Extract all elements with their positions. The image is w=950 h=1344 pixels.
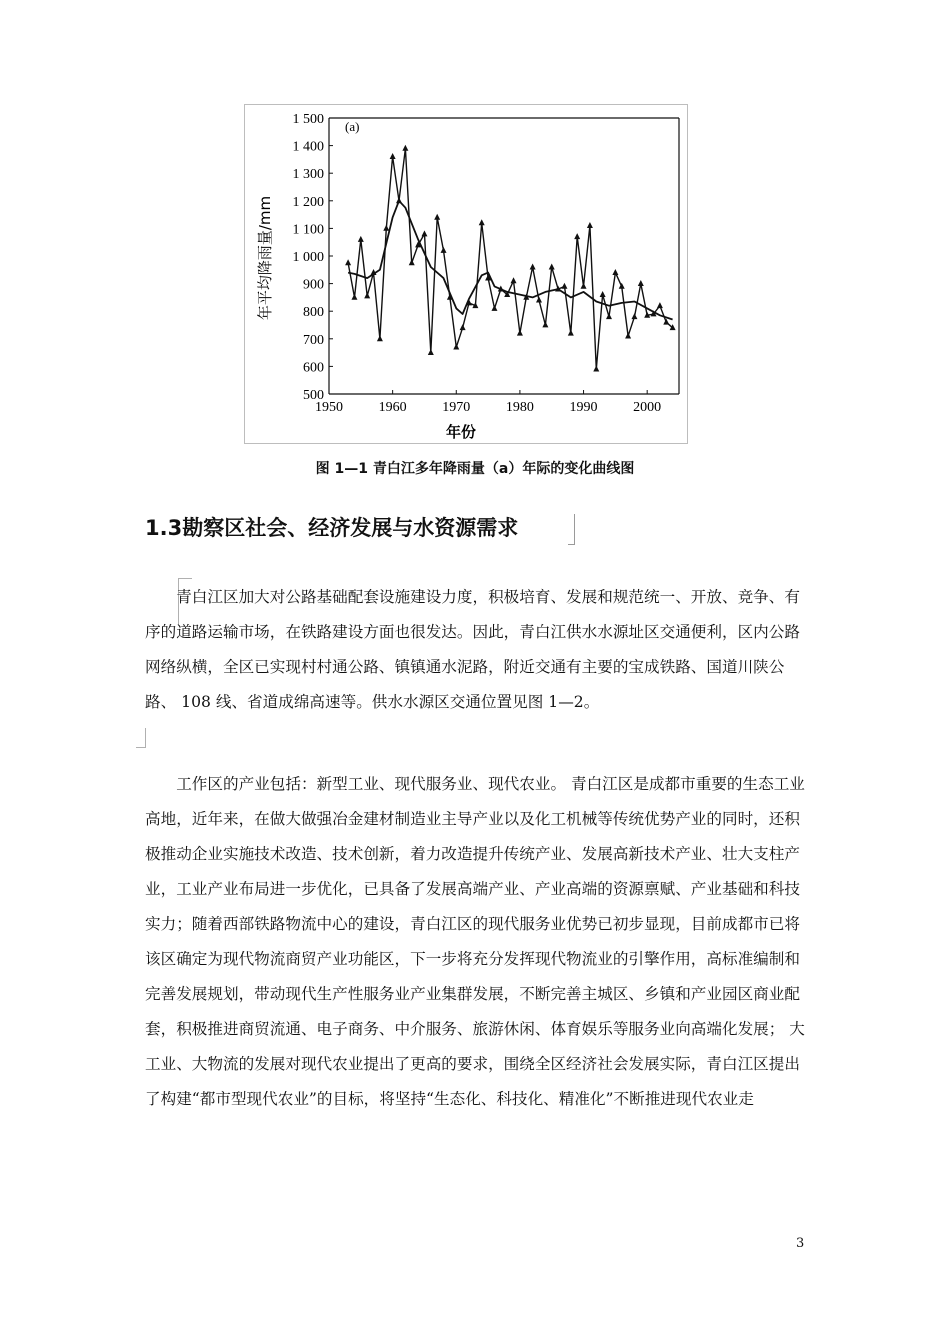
- data-point: [377, 335, 383, 341]
- data-point: [625, 332, 631, 338]
- y-tick-label: 800: [303, 305, 324, 321]
- data-point: [402, 145, 408, 151]
- data-point: [383, 225, 389, 231]
- figure-caption: 图 1—1 青白江多年降雨量（a）年际的变化曲线图: [315, 461, 635, 477]
- annual-rainfall-line: [348, 148, 672, 369]
- y-tick-label: 500: [303, 388, 324, 403]
- data-point: [593, 366, 599, 372]
- paragraph-industry: 工作区的产业包括：新型工业、现代服务业、现代农业。 青白江区是成都市重要的生态工业高地，近年来，在做大做强冶金建材制造业主导产业以及化工机械等传统优势产业的同时，还积极推动企业实施技术改造、技术创新，着力改造提升传统产业、发展高新技术产业、壮大支柱产业，工业产业布局进一步优化，已具备了发展高端产业、产业高端的资源禀赋、产业基础和科技实力；随着西部铁路物流中心的建设，青白江区的现代服务业优势已初步显现，目前成都市已将该区确定为现代物流商贸产业功能区，下一步将充分发挥现代物流业的引擎作用，高标准编制和完善发展规划，带动现代生产性服务业产业集群发展，不断完善主城区、乡镇和产业园区商业配套，积极推进商贸流通、电子商务、中介服务、旅游休闲、体育娱乐等服务业向高端化发展； 大工业、大物流的发展对现代农业提出了更高的要求，围绕全区经济社会发展实际，青白江区提出了构建“都市型现代农业”的目标，将坚持“生态化、科技化、精准化”不断推进现代农业走: [145, 775, 805, 1108]
- data-point: [441, 247, 447, 253]
- data-point: [479, 219, 485, 225]
- data-point: [581, 283, 587, 289]
- data-point: [574, 233, 580, 239]
- data-point: [549, 263, 555, 269]
- x-tick-label: 1980: [505, 400, 534, 415]
- data-point: [530, 263, 536, 269]
- y-tick-label: 1 300: [292, 167, 324, 183]
- x-tick-label: 1950: [315, 400, 343, 415]
- data-point: [663, 319, 669, 325]
- x-tick-label: 1970: [442, 400, 471, 415]
- x-tick-label: 1990: [569, 400, 598, 415]
- data-point: [409, 259, 415, 265]
- y-tick-label: 600: [303, 360, 324, 376]
- data-point: [434, 214, 440, 220]
- data-point: [638, 280, 644, 286]
- paragraph-transport: 青白江区加大对公路基础配套设施建设力度，积极培育、发展和规范统一、开放、竞争、有序的道路运输市场，在铁路建设方面也很发达。因此，青白江供水水源址区交通便利，区内公路网络纵横，全区已实现村村通公路、镇镇通水泥路，附近交通有主要的宝成铁路、国道川陕公路、 108 线、省道成绵高速等。供水水源区交通位置见图 1—2。: [145, 588, 800, 711]
- y-tick-label: 1 500: [292, 112, 324, 127]
- data-point: [390, 153, 396, 159]
- section-heading: 1.3勘察区社会、经济发展与水资源需求: [145, 516, 519, 540]
- data-point: [345, 259, 351, 265]
- data-point: [491, 305, 497, 311]
- text-frame-mark: [178, 578, 192, 579]
- y-axis-label: 年平均降雨量/mm: [256, 195, 274, 321]
- y-tick-label: 1 000: [292, 250, 324, 265]
- data-point: [542, 321, 548, 327]
- x-tick-label: 2000: [633, 400, 662, 415]
- data-point: [631, 313, 637, 319]
- data-point: [351, 294, 357, 300]
- data-point: [619, 283, 625, 289]
- data-point: [536, 297, 542, 303]
- page-number: 3: [796, 1236, 805, 1251]
- y-tick-label: 1 100: [292, 222, 324, 238]
- data-point: [453, 343, 459, 349]
- data-point: [421, 230, 427, 236]
- data-point: [657, 302, 663, 308]
- y-tick-label: 1 400: [292, 139, 324, 155]
- data-point: [511, 277, 517, 283]
- heading-margin-mark: [574, 514, 575, 545]
- rainfall-chart: [245, 105, 687, 443]
- data-point: [561, 283, 567, 289]
- y-tick-label: 1 200: [292, 194, 324, 210]
- data-point: [612, 269, 618, 275]
- data-point: [460, 324, 466, 330]
- data-point: [364, 292, 370, 298]
- y-tick-label: 700: [303, 332, 324, 348]
- rainfall-figure: [244, 104, 688, 444]
- data-point: [517, 330, 523, 336]
- x-tick-label: 1960: [378, 400, 407, 415]
- data-point: [587, 222, 593, 228]
- panel-label: (a): [345, 119, 360, 134]
- data-point: [428, 349, 434, 355]
- text-frame-mark: [145, 728, 146, 748]
- data-point: [358, 236, 364, 242]
- y-tick-label: 900: [303, 277, 324, 293]
- heading-margin-mark-bottom: [568, 544, 575, 545]
- x-axis-label: 年份: [445, 423, 477, 441]
- data-point: [606, 313, 612, 319]
- data-point: [568, 330, 574, 336]
- data-point: [600, 291, 606, 297]
